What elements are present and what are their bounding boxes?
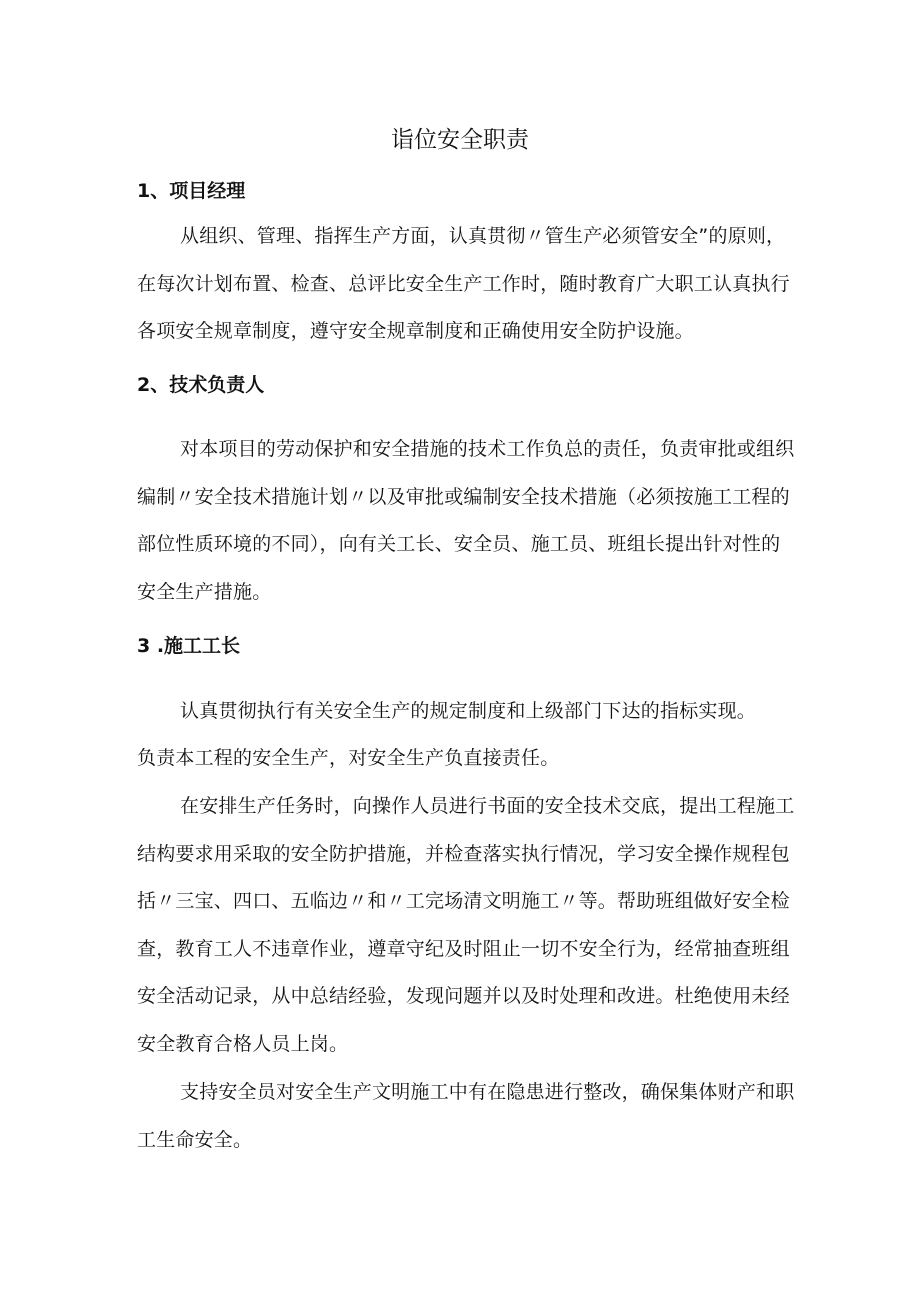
paragraph: 支持安全员对安全生产文明施工中有在隐患进行整改，确保集体财产和职工生命安全。 [137,1081,795,1151]
section-heading-technical-lead: 2、技术负责人 [137,374,265,396]
paragraph: 负责本工程的安全生产，对安全生产负直接责任。 [137,747,560,769]
paragraph: 在安排生产任务时，向操作人员进行书面的安全技术交底，提出工程施工结构要求用采取的安全防护措施，并检查落实执行情况，学习安全操作规程包括〃三宝、四口、五临边〃和〃工完场清文明施工〃等。帮助班组做好安全检查，教育工人不违章作业，遵章守纪及时阻止一切不安全行为，经常抽查班组安全活动记录，从中总结经验，发现问题并以及时处理和改进。杜绝使用未经安全教育合格人员上岗。 [137,795,795,1055]
paragraph: 认真贯彻执行有关安全生产的规定制度和上级部门下达的指标实现。 [180,700,757,722]
paragraph: 从组织、管理、指挥生产方面，认真贯彻〃管生产必须管安全”的原则，在每次计划布置、检查、总评比安全生产工作时，随时教育广大职工认真执行各项安全规章制度，遵守安全规章制度和正确使用安全防护设施。 [137,225,790,342]
section-heading-project-manager: 1、项目经理 [137,180,246,202]
document-title: 诣位安全职责 [391,127,529,153]
section-heading-construction-foreman: 3 .施工工长 [137,635,241,657]
paragraph: 对本项目的劳动保护和安全措施的技术工作负总的责任，负责审批或组织编制〃安全技术措施计划〃以及审批或编制安全技术措施（必须按施工工程的部位性质环境的不同），向有关工长、安全员、施工员、班组长提出针对性的安全生产措施。 [137,438,795,603]
